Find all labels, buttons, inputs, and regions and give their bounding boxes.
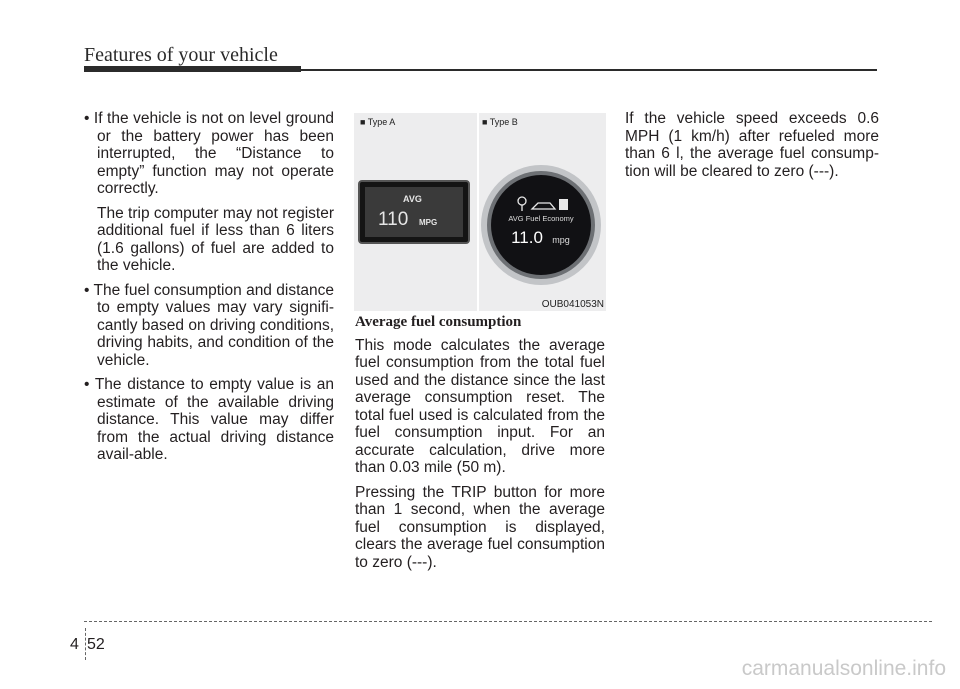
watermark-text: carmanualsonline.info [741, 657, 946, 680]
chapter-number: 4 [70, 636, 79, 653]
column-left [84, 110, 334, 471]
paragraph-speed-reset: If the vehicle speed exceeds 0.6 MPH (1 km/h) after refueled more than 6 l, the average fuel consump-tion will be cleared to zero (---). [625, 110, 879, 180]
gauge-unit: mpg [552, 235, 570, 245]
bullet-distance-estimate: • The distance to empty value is an estimate of the available driving distance. This value may differ from the actual driving distance avail-able. [84, 376, 334, 463]
figure-code: OUB041053N [541, 299, 604, 310]
figure-divider [477, 113, 479, 311]
gauge-title: AVG Fuel Economy [508, 214, 574, 223]
column-right [625, 110, 879, 187]
fuel-pump-icon [559, 199, 568, 210]
paragraph-average-mode: This mode calculates the average fuel consumption from the total fuel used and the distance since the last average consumption reset. The total fuel used is calculated from the fuel consumption input. For an accurate calculation, drive more than 0.03 mile (50 m). [355, 336, 605, 476]
gauge-value: 11.0 [511, 228, 543, 247]
header-rule-thick [84, 66, 301, 72]
avg-label: AVG [403, 194, 422, 204]
section-heading: Average fuel consumption [355, 314, 522, 330]
footer-divider [84, 621, 932, 622]
label-type-a: ■ Type A [360, 117, 396, 127]
figure-fuel-display [354, 113, 606, 311]
bullet-fuel-variance: • The fuel consumption and distance to empty values may vary signifi-cantly based on driving conditions, driving habits, and condition of the vehicle. [84, 281, 334, 369]
header-rule-thin [301, 69, 877, 71]
column-middle [355, 314, 605, 578]
gauge-face [491, 175, 591, 275]
page-number: 52 [87, 636, 105, 653]
label-type-b: ■ Type B [482, 117, 518, 127]
cluster-illustration [354, 113, 606, 311]
page-header-title: Features of your vehicle [84, 44, 278, 66]
paragraph-trip-reset: Pressing the TRIP button for more than 1 second, when the average fuel consumption is displayed, clears the average fuel consumption to zero (---). [355, 483, 605, 571]
footer-page-separator [85, 628, 86, 660]
bullet-level-ground: • If the vehicle is not on level ground or the battery power has been interrupted, the “Distance to empty” function may not operate correctly. [84, 110, 334, 197]
digital-value: 110 [378, 209, 409, 230]
note-trip-computer: The trip computer may not register additional fuel if less than 6 liters (1.6 gallons) of fuel are added to the vehicle. [97, 204, 334, 274]
digital-unit: MPG [419, 218, 438, 227]
